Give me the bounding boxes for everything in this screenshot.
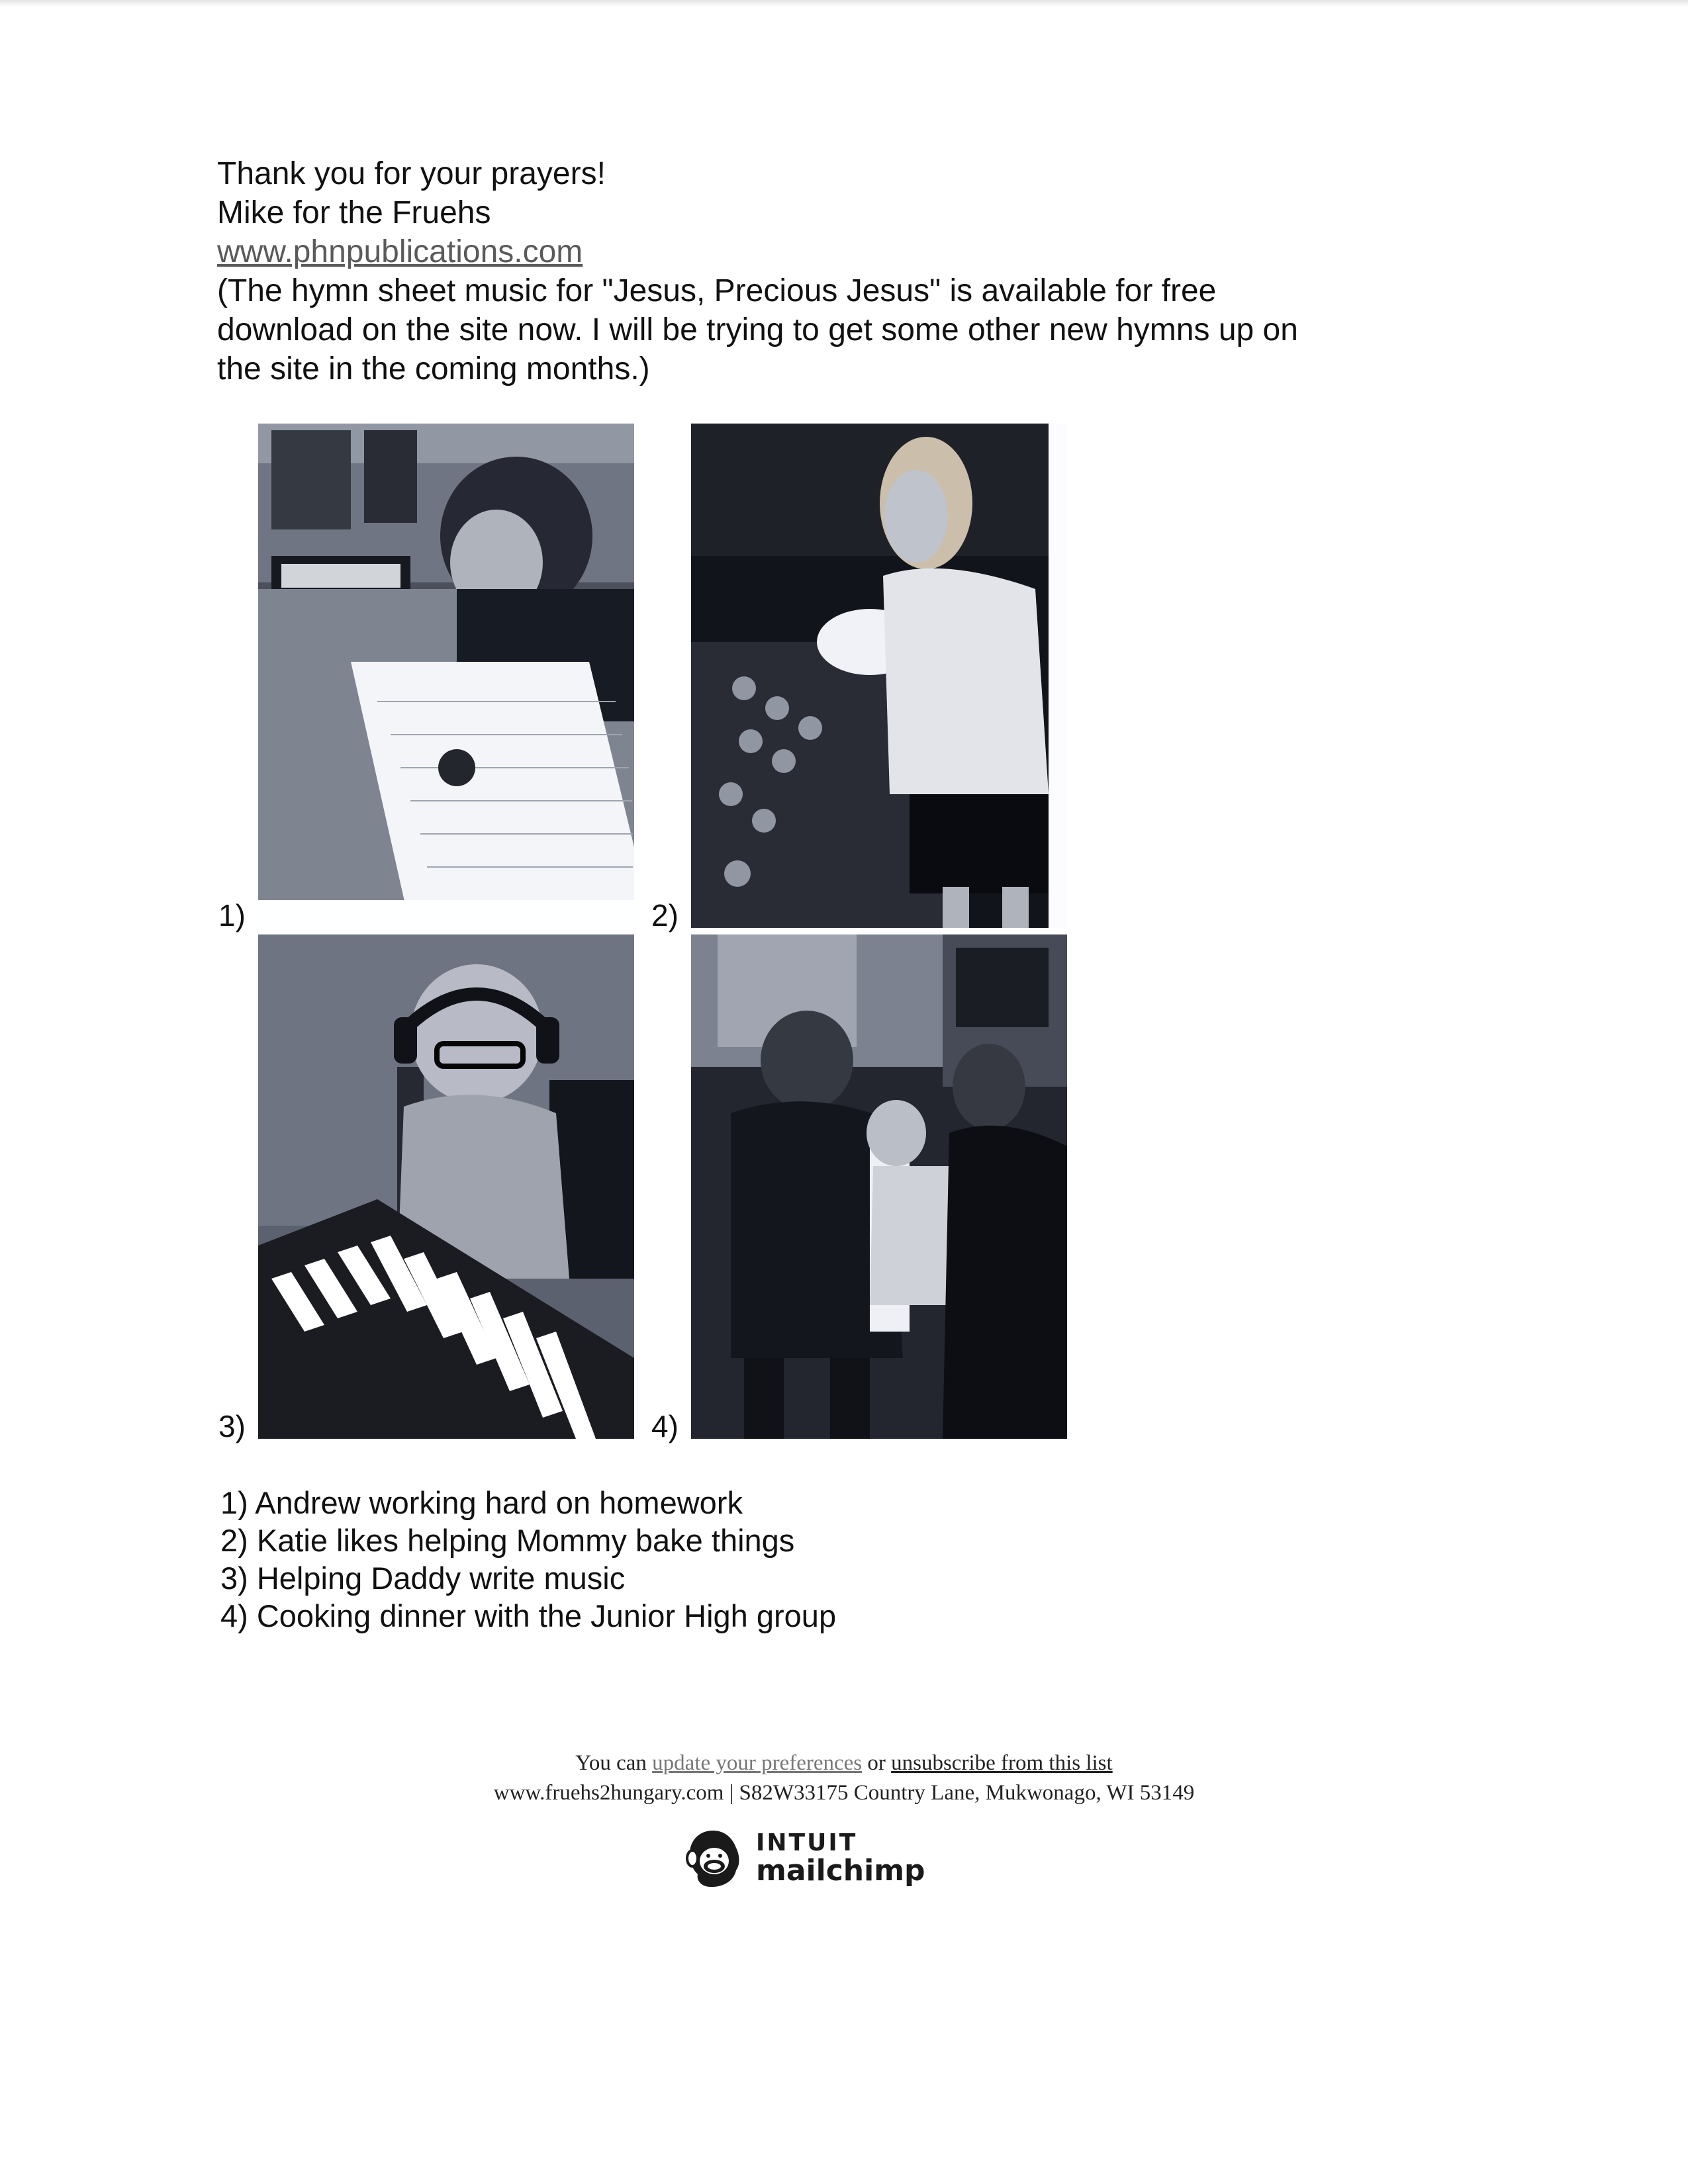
- footer-preferences: [0, 1751, 1688, 1776]
- update-preferences-link[interactable]: update your preferences: [652, 1751, 863, 1775]
- photo-katie-baking: [691, 424, 1067, 928]
- photo-andrew-homework: [258, 424, 634, 928]
- signature-line: Mike for the Fruehs: [217, 195, 491, 230]
- photo-cooking-dinner: [691, 934, 1067, 1439]
- photo-label-3: 3): [218, 1409, 246, 1443]
- thanks-line: Thank you for your prayers!: [217, 156, 606, 191]
- intuit-wordmark: INTUIT: [756, 1829, 858, 1856]
- website-link[interactable]: www.phnpublications.com: [217, 234, 583, 269]
- mailchimp-wordmark: mailchimp: [756, 1854, 925, 1888]
- footer-middle: or: [862, 1751, 892, 1775]
- photo-label-2: 2): [651, 898, 679, 933]
- brand-wordmark: [756, 1831, 925, 1886]
- caption-3: 3) Helping Daddy write music: [220, 1561, 626, 1596]
- footer-address: www.fruehs2hungary.com | S82W33175 Country Lane, Mukwonago, WI 53149: [493, 1781, 1195, 1805]
- photo-label-4: 4): [651, 1409, 679, 1443]
- footer-prefix: You can: [575, 1751, 653, 1775]
- caption-4: 4) Cooking dinner with the Junior High group: [220, 1598, 837, 1633]
- scan-edge: [0, 0, 1688, 7]
- photo-label-1: 1): [218, 898, 246, 933]
- mailchimp-freddie-icon: [683, 1827, 743, 1890]
- intuit-mailchimp-logo: [683, 1825, 925, 1891]
- photo-helping-daddy-music: [258, 934, 634, 1439]
- unsubscribe-link[interactable]: unsubscribe from this list: [891, 1751, 1113, 1775]
- intro-text: [217, 154, 1475, 388]
- caption-2: 2) Katie likes helping Mommy bake things: [220, 1523, 795, 1558]
- caption-1: 1) Andrew working hard on homework: [220, 1485, 743, 1520]
- note-line-2: download on the site now. I will be trying to get some other new hymns up on: [217, 312, 1298, 347]
- photo-captions: [220, 1484, 836, 1635]
- note-line-3: the site in the coming months.): [217, 351, 650, 387]
- note-line-1: (The hymn sheet music for "Jesus, Precious Jesus" is available for free: [217, 273, 1217, 308]
